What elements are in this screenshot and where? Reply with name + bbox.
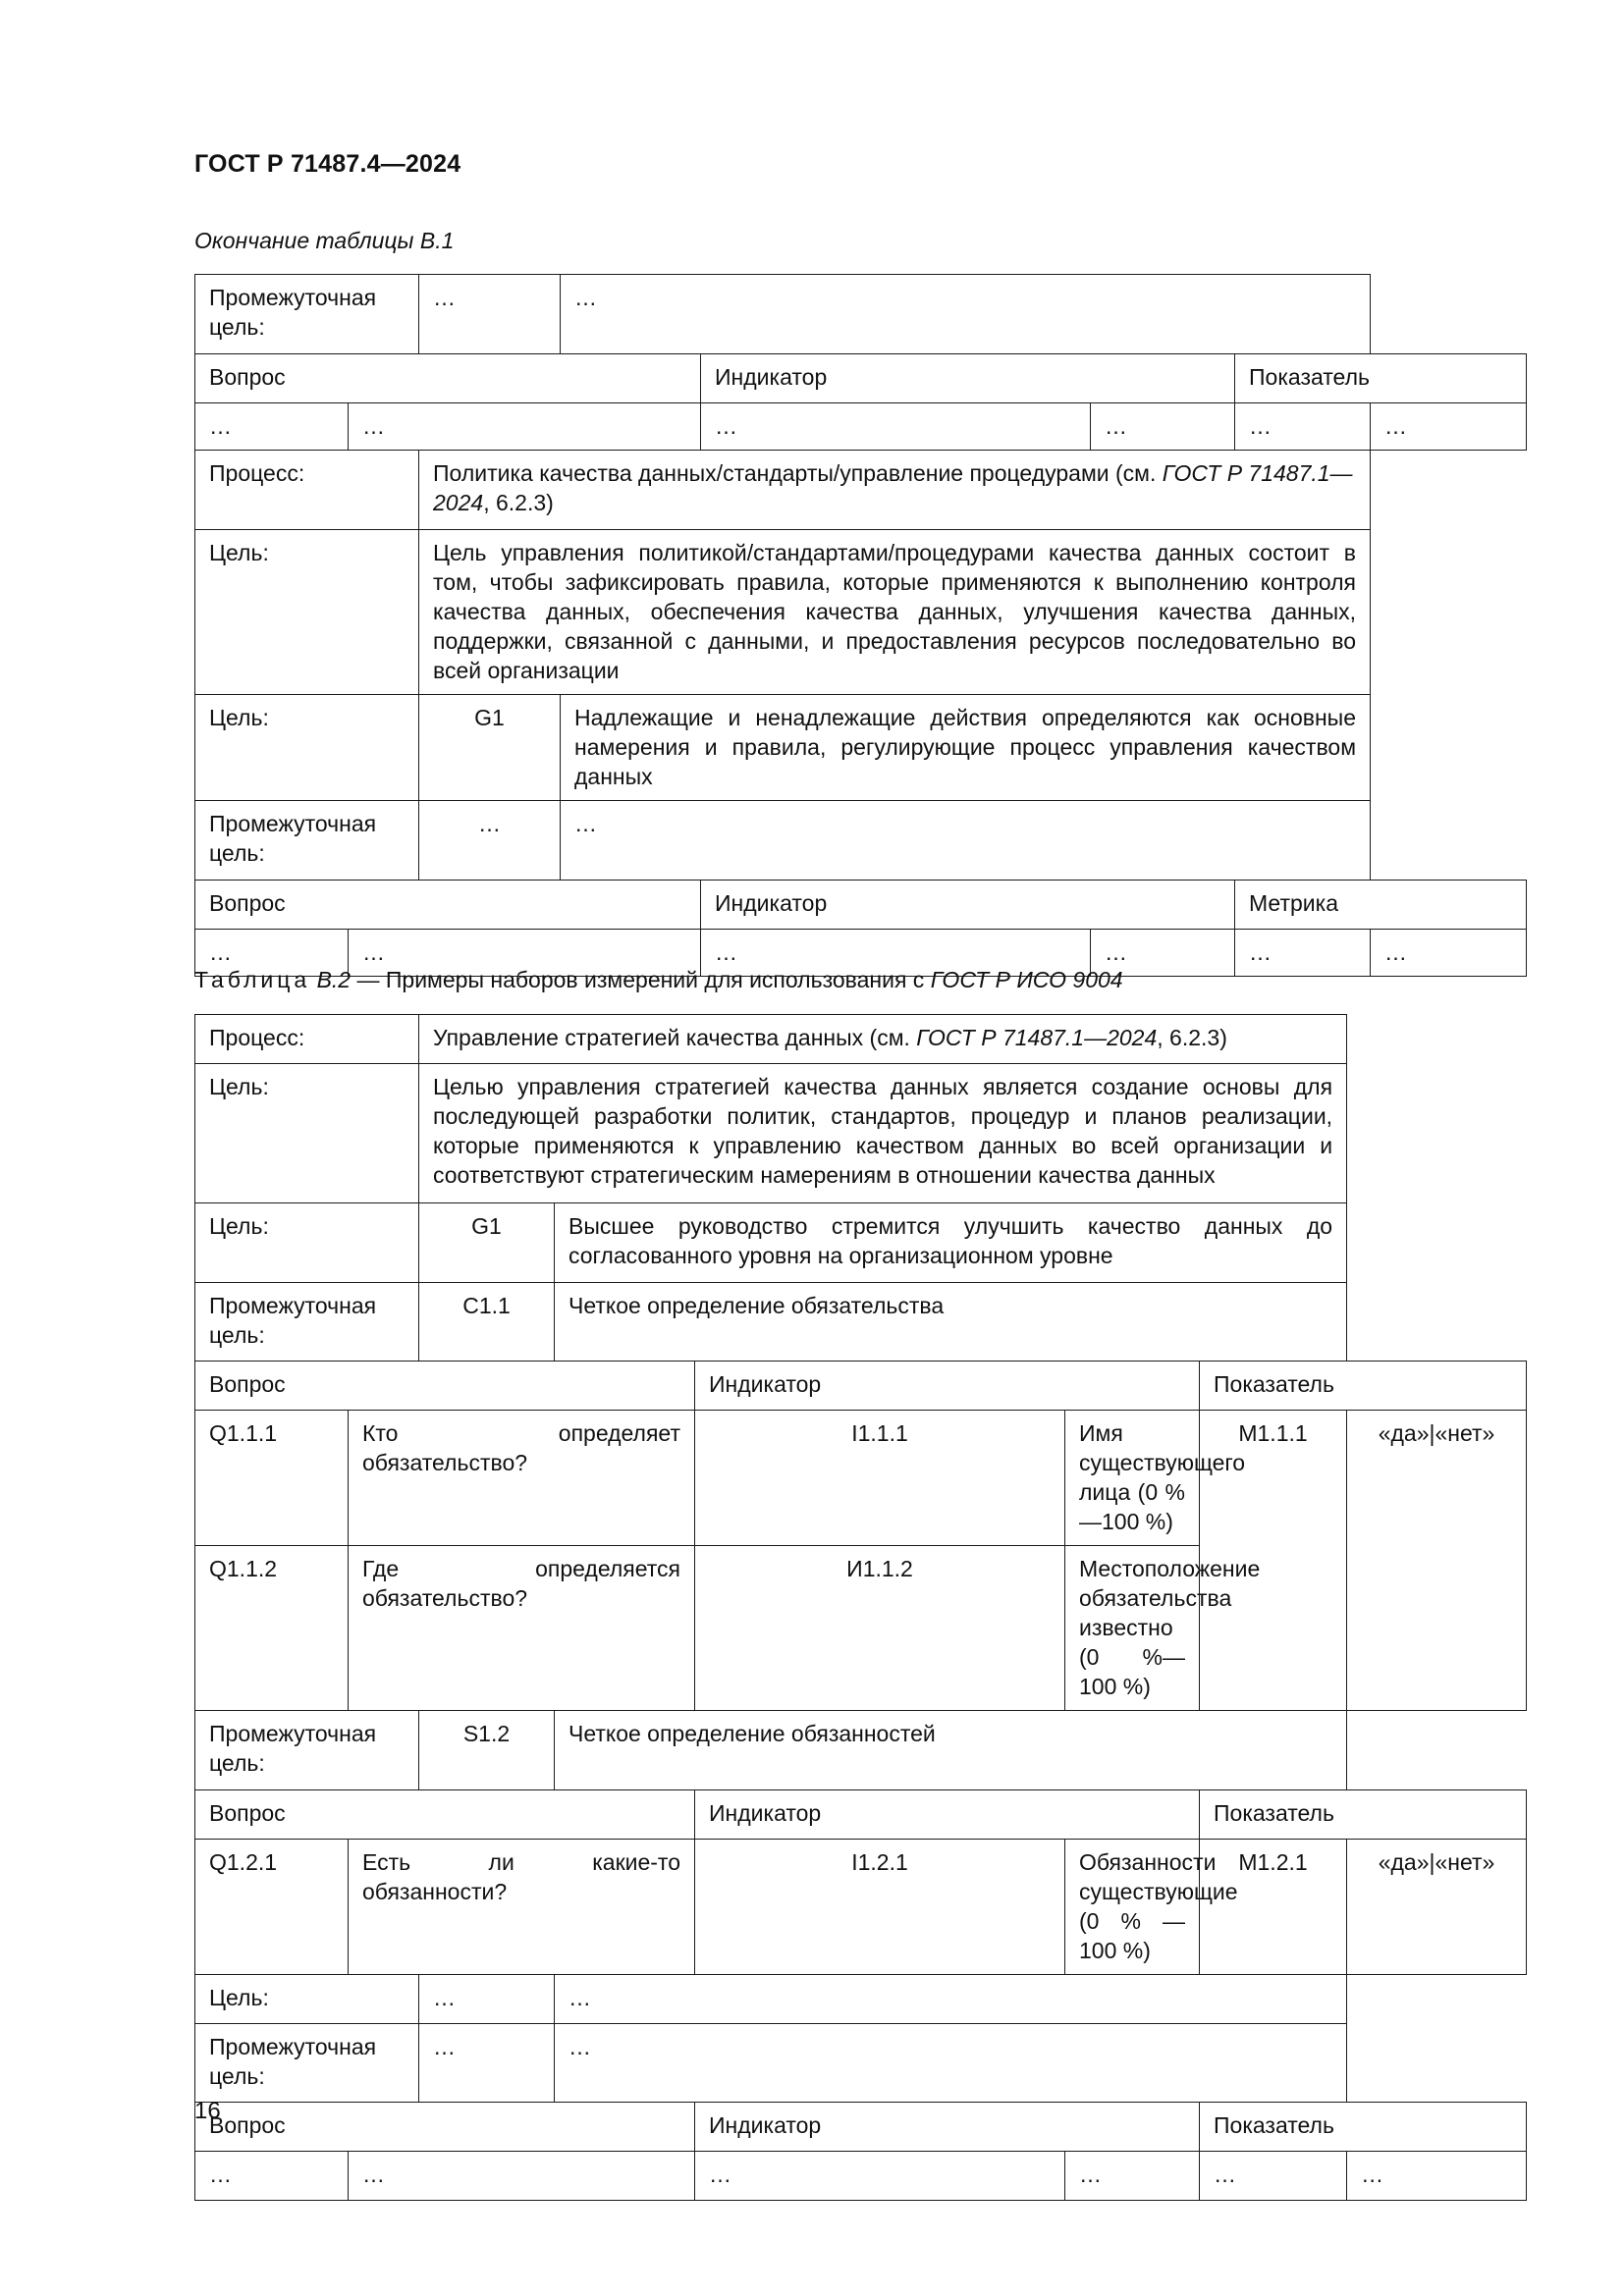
table-row xyxy=(195,451,1527,530)
question-id-cell: … xyxy=(195,403,349,451)
interim-goal-number: … xyxy=(419,2024,555,2103)
table-row xyxy=(195,801,1527,881)
process-text: Политика качества данных/стандарты/управление процедурами (см. ГОСТ Р 71487.1—2024, 6.2.3) xyxy=(419,451,1371,530)
goal-text: Высшее руководство стремится улучшить качество данных до согласованного уровня на организационном уровне xyxy=(555,1203,1347,1283)
page-number: 16 xyxy=(194,2098,221,2124)
table-row xyxy=(195,1203,1527,1283)
interim-goal-text: … xyxy=(561,275,1371,354)
question-header: Вопрос xyxy=(195,1362,695,1411)
measure-header: Показатель xyxy=(1200,2103,1527,2152)
table-header-row xyxy=(195,1362,1527,1411)
table-row xyxy=(195,1975,1527,2024)
table-row xyxy=(195,1411,1527,1546)
interim-goal-label: Промежуточная цель: xyxy=(195,801,419,881)
standard-reference: ГОСТ Р 71487.1—2024 xyxy=(916,1025,1158,1050)
measure-header: Показатель xyxy=(1200,1362,1527,1411)
table-continuation-caption: Окончание таблицы В.1 xyxy=(194,228,455,253)
indicator-text-cell: Местоположение обязательства известно (0 %—100 %) xyxy=(1065,1546,1200,1711)
measure-text-cell: … xyxy=(1371,403,1527,451)
measure-text-cell: … xyxy=(1371,930,1527,977)
table-row xyxy=(195,2024,1527,2103)
interim-goal-label: Промежуточная цель: xyxy=(195,2024,419,2103)
measure-header: Показатель xyxy=(1200,1790,1527,1840)
table-b2 xyxy=(194,1014,1527,2201)
measure-id-cell: M1.2.1 xyxy=(1200,1840,1347,1975)
question-text-cell: Где определяется обязательство? xyxy=(349,1546,695,1711)
indicator-text-cell: Обязанности существующие (0 % — 100 %) xyxy=(1065,1840,1200,1975)
interim-goal-text: … xyxy=(555,2024,1347,2103)
table-b2-caption xyxy=(194,967,1123,993)
question-text-cell: … xyxy=(349,930,701,977)
goal-label: Цель: xyxy=(195,1975,419,2024)
goal-text: Целью управления стратегией качества данных является создание основы для последующей разработки политик, стандартов, процедур и планов реализации, которые применяются к управлению качеством данных во всей организации и соответствуют стратегическим намерениям в отношении качества данных xyxy=(419,1064,1347,1203)
indicator-header: Индикатор xyxy=(695,1362,1200,1411)
interim-goal-text: Четкое определение обязанностей xyxy=(555,1711,1347,1790)
interim-goal-code: C1.1 xyxy=(419,1283,555,1362)
process-label: Процесс: xyxy=(195,451,419,530)
question-id-cell: Q1.1.1 xyxy=(195,1411,349,1546)
metric-header: Метрика xyxy=(1235,881,1527,930)
table-row xyxy=(195,1840,1527,1975)
indicator-text-cell: … xyxy=(1091,930,1235,977)
table-row xyxy=(195,1015,1527,1064)
table-row xyxy=(195,1283,1527,1362)
indicator-header: Индикатор xyxy=(701,881,1235,930)
interim-goal-code: S1.2 xyxy=(419,1711,555,1790)
indicator-header: Индикатор xyxy=(695,2103,1200,2152)
question-id-cell: Q1.2.1 xyxy=(195,1840,349,1975)
goal-text: … xyxy=(555,1975,1347,2024)
interim-goal-label: Промежуточная цель: xyxy=(195,1283,419,1362)
caption-text: — Примеры наборов измерений для использования с xyxy=(351,967,931,992)
question-header: Вопрос xyxy=(195,354,701,403)
goal-text: Надлежащие и ненадлежащие действия определяются как основные намерения и правила, регулирующие процесс управления качеством данных xyxy=(561,695,1371,801)
goal-label: Цель: xyxy=(195,1064,419,1203)
interim-goal-text: … xyxy=(561,801,1371,881)
interim-goal-text: Четкое определение обязательства xyxy=(555,1283,1347,1362)
interim-goal-label: Промежуточная цель: xyxy=(195,1711,419,1790)
indicator-header: Индикатор xyxy=(695,1790,1200,1840)
table-b1-end xyxy=(194,274,1527,977)
measure-text-cell: … xyxy=(1347,2152,1527,2201)
question-text-cell: … xyxy=(349,403,701,451)
measure-id-cell: M1.1.1 xyxy=(1200,1411,1347,1711)
measure-text-cell: «да»|«нет» xyxy=(1347,1840,1527,1975)
measure-text-cell: «да»|«нет» xyxy=(1347,1411,1527,1711)
table-row xyxy=(195,1064,1527,1203)
table-row xyxy=(195,530,1527,695)
interim-goal-number: … xyxy=(419,275,561,354)
table-header-row xyxy=(195,881,1527,930)
table-header-row xyxy=(195,1790,1527,1840)
indicator-id-cell: … xyxy=(701,930,1091,977)
indicator-id-cell: I1.2.1 xyxy=(695,1840,1065,1975)
measure-id-cell: … xyxy=(1200,2152,1347,2201)
table-header-row xyxy=(195,354,1527,403)
goal-number: … xyxy=(419,1975,555,2024)
question-header: Вопрос xyxy=(195,881,701,930)
standard-reference: ГОСТ Р ИСО 9004 xyxy=(930,967,1123,992)
measure-header: Показатель xyxy=(1235,354,1527,403)
document-code-header: ГОСТ Р 71487.4—2024 xyxy=(194,150,461,178)
table-row xyxy=(195,2152,1527,2201)
table-number: В.2 xyxy=(316,967,352,992)
question-header: Вопрос xyxy=(195,2103,695,2152)
goal-label: Цель: xyxy=(195,1203,419,1283)
indicator-id-cell: I1.1.1 xyxy=(695,1411,1065,1546)
indicator-id-cell: И1.1.2 xyxy=(695,1546,1065,1711)
question-text-cell: … xyxy=(349,2152,695,2201)
goal-text: Цель управления политикой/стандартами/процедурами качества данных состоит в том, чтобы зафиксировать правила, которые применяются к выполнению контроля качества данных, обеспечения качества данных, улучшения качества данных, поддержки, связанной с данными, и предоставления ресурсов последовательно во всей организации xyxy=(419,530,1371,695)
indicator-text-cell: … xyxy=(1091,403,1235,451)
interim-goal-number: … xyxy=(419,801,561,881)
question-id-cell: … xyxy=(195,2152,349,2201)
goal-label: Цель: xyxy=(195,530,419,695)
table-word: Таблица xyxy=(194,967,311,992)
indicator-text-cell: … xyxy=(1065,2152,1200,2201)
table-row xyxy=(195,695,1527,801)
goal-code: G1 xyxy=(419,1203,555,1283)
process-text: Управление стратегией качества данных (см. ГОСТ Р 71487.1—2024, 6.2.3) xyxy=(419,1015,1347,1064)
measure-id-cell: … xyxy=(1235,403,1371,451)
process-label: Процесс: xyxy=(195,1015,419,1064)
question-text-cell: Есть ли какие-то обязанности? xyxy=(349,1840,695,1975)
standard-reference: ГОСТ Р 71487.1—2024 xyxy=(433,460,1353,515)
indicator-id-cell: … xyxy=(701,403,1091,451)
question-id-cell: Q1.1.2 xyxy=(195,1546,349,1711)
table-row xyxy=(195,403,1527,451)
indicator-id-cell: … xyxy=(695,2152,1065,2201)
interim-goal-label: Промежуточная цель: xyxy=(195,275,419,354)
indicator-text-cell: Имя существующего лица (0 %—100 %) xyxy=(1065,1411,1200,1546)
question-id-cell: … xyxy=(195,930,349,977)
table-row xyxy=(195,1711,1527,1790)
indicator-header: Индикатор xyxy=(701,354,1235,403)
measure-id-cell: … xyxy=(1235,930,1371,977)
table-header-row xyxy=(195,2103,1527,2152)
goal-code: G1 xyxy=(419,695,561,801)
table-row xyxy=(195,275,1527,354)
question-header: Вопрос xyxy=(195,1790,695,1840)
goal-label: Цель: xyxy=(195,695,419,801)
question-text-cell: Кто определяет обязательство? xyxy=(349,1411,695,1546)
